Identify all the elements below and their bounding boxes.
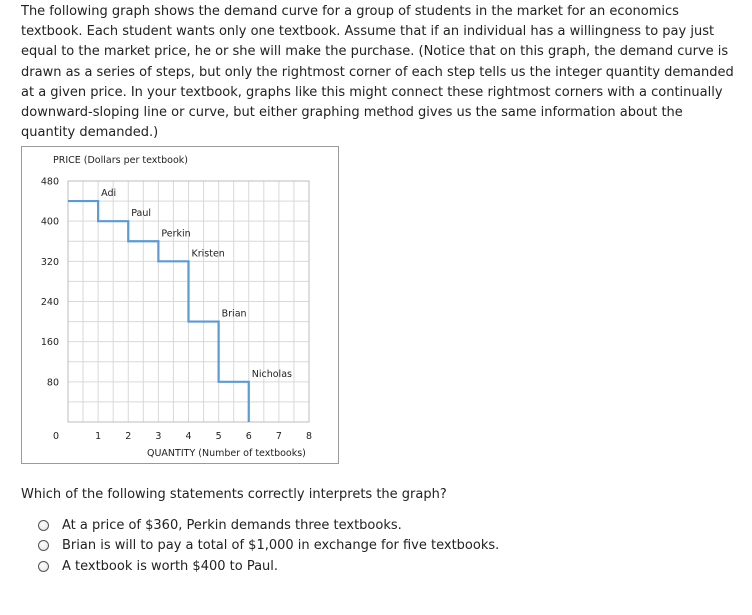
answer-option-3[interactable] [38,556,499,577]
radio-button-2[interactable] [38,540,49,551]
step-label: Paul [131,208,152,220]
step-label: Nicholas [251,368,292,380]
y-tick-label: 0 [52,431,59,442]
x-tick-label: 3 [155,431,162,442]
step-label: Brian [221,308,247,320]
answer-option-3-label: A textbook is worth $400 to Paul. [62,558,279,574]
x-tick-label: 8 [305,431,313,442]
y-tick-label: 480 [40,176,59,188]
step-label: Kristen [191,248,225,260]
y-tick-label: 320 [40,256,59,268]
answer-option-2-label: Brian is will to pay a total of $1,000 in exchange for five textbooks. [62,538,500,554]
x-axis-label: QUANTITY (Number of textbooks) [147,448,306,459]
step-label: Adi [101,188,117,200]
answer-option-1-label: At a price of $360, Perkin demands three textbooks. [62,517,402,533]
step-label: Perkin [161,228,191,240]
answer-option-1[interactable] [38,515,499,536]
y-axis-label: PRICE (Dollars per textbook) [53,155,189,166]
x-tick-label: 4 [185,431,192,442]
x-tick-label: 6 [245,431,252,442]
x-tick-label: 7 [275,431,282,442]
x-tick-label: 1 [95,431,102,442]
y-tick-label: 400 [40,216,59,228]
x-tick-label: 2 [125,431,132,442]
demand-chart-svg [22,147,340,465]
y-tick-label: 160 [40,337,59,349]
question-text: Which of the following statements correctly interprets the graph? [21,487,447,502]
intro-paragraph: The following graph shows the demand curve for a group of students in the market for an economics textbook. Each student wants only one textbook. Assume that if an individual has a willingness to pay just equal to the market price, he or she will make the purchase. (Notice that on this graph, the demand curve is drawn as a series of steps, but only the rightmost corner of each step tells us the integer quantity demanded at a given price. In your textbook, graphs like this might connect these rightmost corners with a continually downward-sloping line or curve, but either graphing method gives us the same information about the quantity demanded.) [21,4,734,141]
y-tick-label: 80 [46,377,59,389]
radio-button-3[interactable] [38,561,49,572]
y-tick-label: 240 [40,297,59,308]
demand-chart [21,146,339,464]
x-tick-label: 5 [215,431,222,442]
answer-options [38,515,499,577]
answer-option-2[interactable] [38,536,499,557]
radio-button-1[interactable] [38,520,49,531]
